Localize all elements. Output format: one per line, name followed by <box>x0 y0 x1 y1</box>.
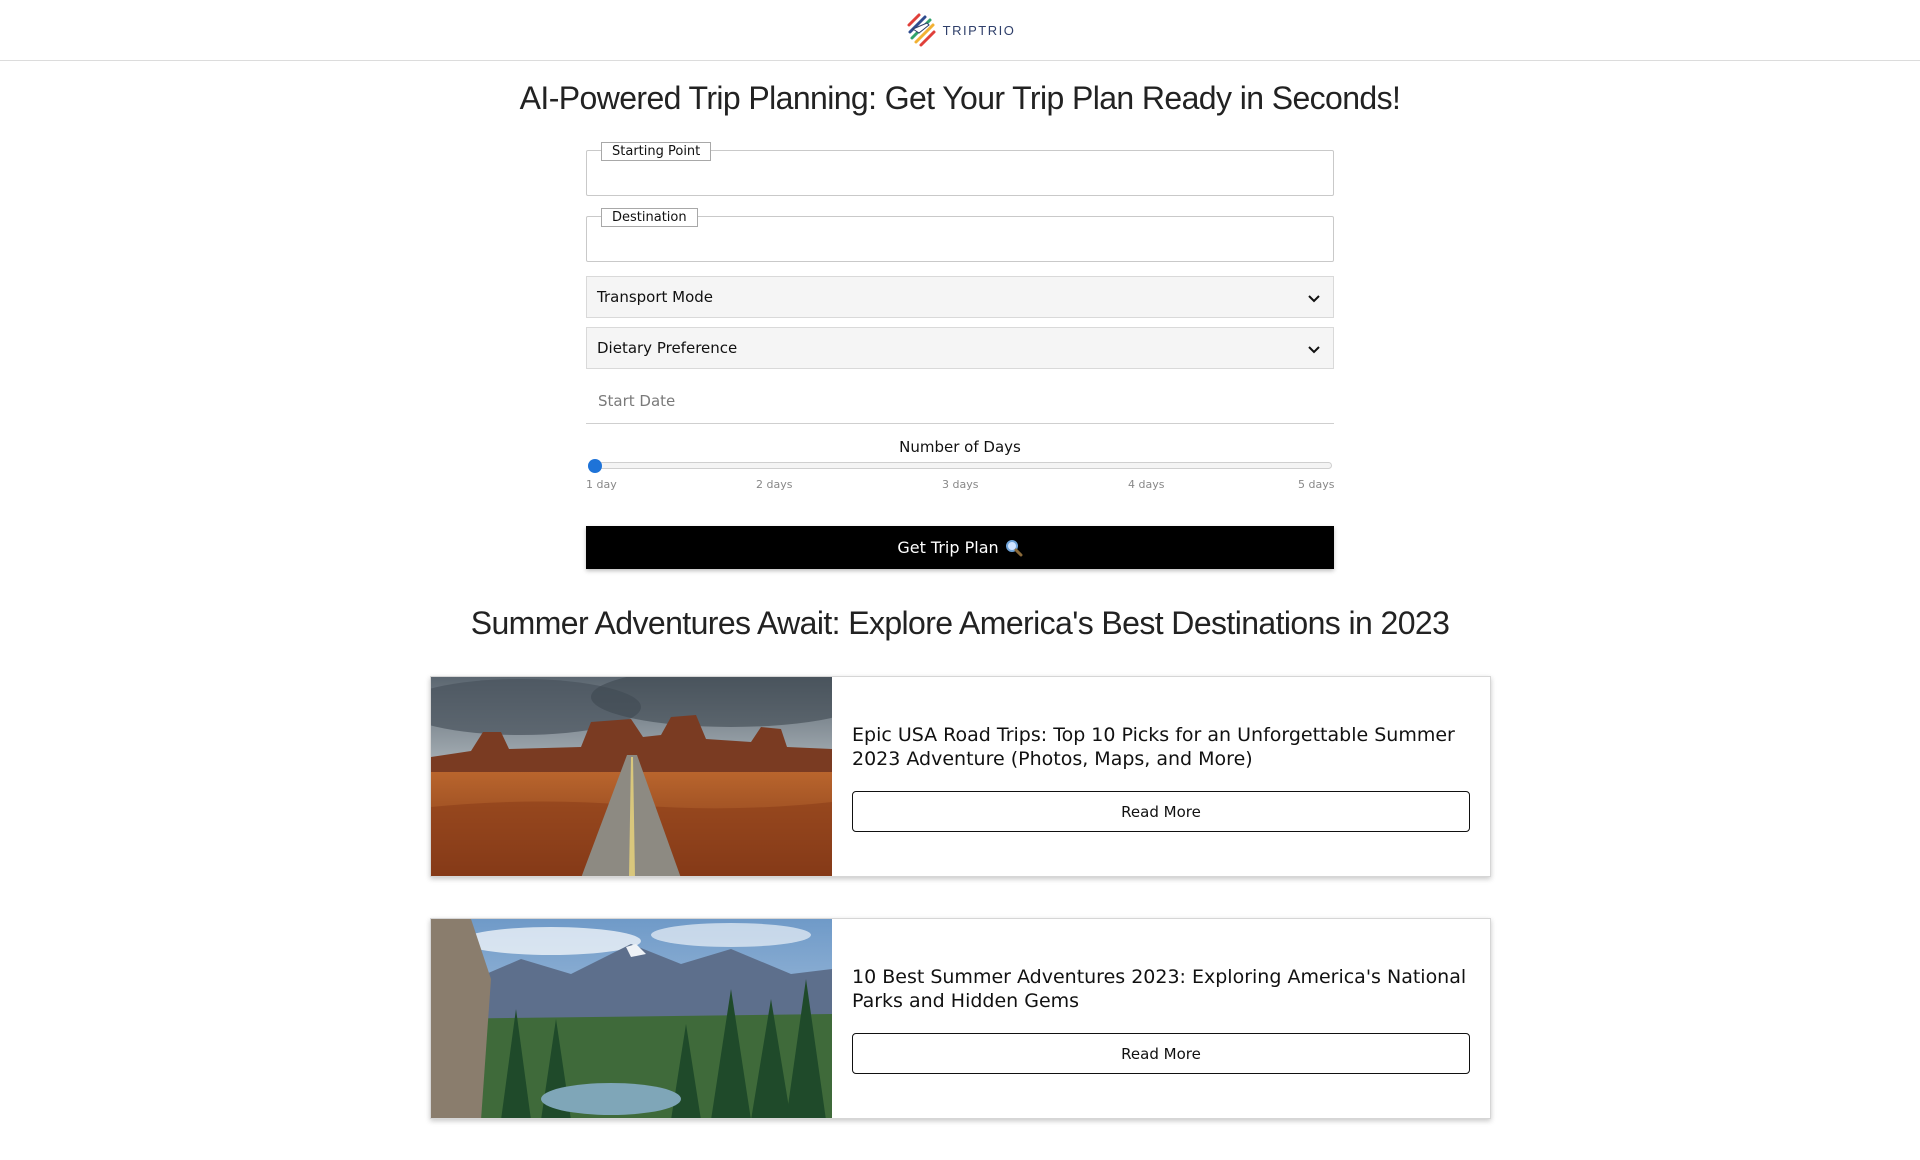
article-list <box>430 676 1491 1160</box>
slider-tick-label: 3 days <box>942 478 979 491</box>
slider-tick-label: 1 day <box>586 478 617 491</box>
logo-text: TRIPTRIO <box>942 22 1016 38</box>
slider-thumb[interactable] <box>588 459 602 473</box>
article-title[interactable]: 10 Best Summer Adventures 2023: Exploring America's National Parks and Hidden Gems <box>852 966 1467 1012</box>
slider-tick-label: 5 days <box>1298 478 1335 491</box>
destination-label: Destination <box>601 208 698 227</box>
get-trip-plan-label: Get Trip Plan <box>897 538 999 557</box>
transport-mode-select[interactable] <box>586 276 1334 318</box>
article-card <box>430 918 1491 1119</box>
dietary-preference-select[interactable] <box>586 327 1334 369</box>
article-card <box>430 676 1491 877</box>
number-of-days-slider[interactable] <box>586 438 1334 508</box>
mountain-forest-photo <box>431 919 832 1119</box>
page-title: AI-Powered Trip Planning: Get Your Trip Plan Ready in Seconds! <box>519 80 1401 116</box>
slider-tick-label: 4 days <box>1128 478 1165 491</box>
triptrio-logo-icon <box>905 11 939 49</box>
section-title: Summer Adventures Await: Explore America's Best Destinations in 2023 <box>470 605 1450 641</box>
slider-track[interactable] <box>588 462 1332 469</box>
starting-point-field[interactable] <box>586 144 1334 196</box>
slider-tick-label: 2 days <box>756 478 793 491</box>
site-header <box>0 0 1920 61</box>
get-trip-plan-button[interactable] <box>586 526 1334 569</box>
article-title[interactable]: Epic USA Road Trips: Top 10 Picks for an Unforgettable Summer 2023 Adventure (Photos, Maps, and More) <box>852 724 1455 770</box>
number-of-days-label: Number of Days <box>899 438 1021 456</box>
destination-field[interactable] <box>586 210 1334 262</box>
magnifier-icon <box>1005 539 1023 557</box>
site-logo[interactable] <box>905 11 1016 49</box>
chevron-down-icon <box>1307 342 1321 356</box>
slider-tick-labels <box>586 478 1334 492</box>
read-more-button[interactable]: Read More <box>852 791 1470 832</box>
starting-point-label: Starting Point <box>601 142 711 161</box>
destination-input[interactable] <box>587 217 1333 261</box>
desert-road-photo <box>431 677 832 877</box>
trip-plan-form <box>586 144 1335 569</box>
transport-mode-value: Transport Mode <box>597 288 714 306</box>
start-date-input[interactable] <box>596 391 1324 411</box>
dietary-preference-value: Dietary Preference <box>597 339 738 357</box>
start-date-field[interactable] <box>586 378 1334 424</box>
chevron-down-icon <box>1307 291 1321 305</box>
read-more-button[interactable]: Read More <box>852 1033 1470 1074</box>
